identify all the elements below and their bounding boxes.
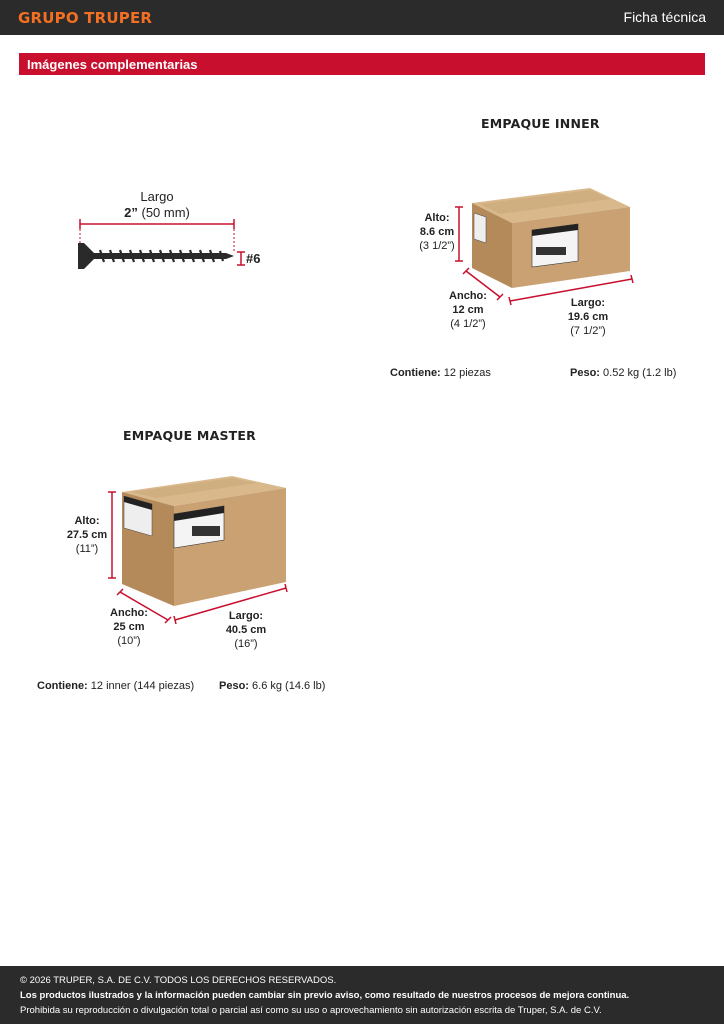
master-contiene: Contiene: 12 inner (144 piezas) — [37, 680, 195, 692]
footer — [0, 966, 724, 1024]
screw-drawing — [70, 215, 270, 275]
footer-notice: Los productos ilustrados y la información pueden cambiar sin previo aviso, como resultado de nuestros procesos de mejora continua. — [20, 990, 630, 1001]
master-alto: Alto: 27.5 cm (11”) — [66, 515, 108, 555]
master-title: EMPAQUE MASTER — [123, 428, 256, 443]
inner-box-drawing — [450, 185, 650, 305]
footer-copyright: © 2026 TRUPER, S.A. DE C.V. TODOS LOS DERECHOS RESERVADOS. — [20, 975, 337, 986]
screw-gauge: #6 — [246, 251, 261, 266]
section-title: Imágenes complementarias — [27, 57, 198, 72]
screw-length-value: 2” — [124, 205, 138, 220]
inner-title: EMPAQUE INNER — [481, 116, 600, 131]
brand-logo: GRUPO TRUPER — [18, 9, 153, 27]
inner-alto: Alto: 8.6 cm (3 1/2”) — [419, 212, 455, 252]
screw-length-label: Largo 2” (50 mm) — [124, 189, 190, 220]
master-peso: Peso: 6.6 kg (14.6 lb) — [219, 680, 326, 692]
master-ancho: Ancho: 25 cm (10”) — [110, 607, 148, 647]
inner-contiene: Contiene: 12 piezas — [390, 367, 491, 379]
section-bar — [19, 53, 705, 75]
inner-peso: Peso: 0.52 kg (1.2 lb) — [570, 367, 677, 379]
master-largo: Largo: 40.5 cm (16”) — [225, 610, 267, 650]
inner-largo: Largo: 19.6 cm (7 1/2”) — [567, 297, 609, 337]
footer-prohibition: Prohibida su reproducción o divulgación total o parcial así como su uso o aprovechamiento sin autorización escrita de Truper, S.A. de C.V. — [20, 1005, 602, 1016]
inner-ancho: Ancho: 12 cm (4 1/2”) — [449, 290, 487, 330]
top-bar — [0, 0, 724, 35]
document-type: Ficha técnica — [623, 9, 706, 25]
